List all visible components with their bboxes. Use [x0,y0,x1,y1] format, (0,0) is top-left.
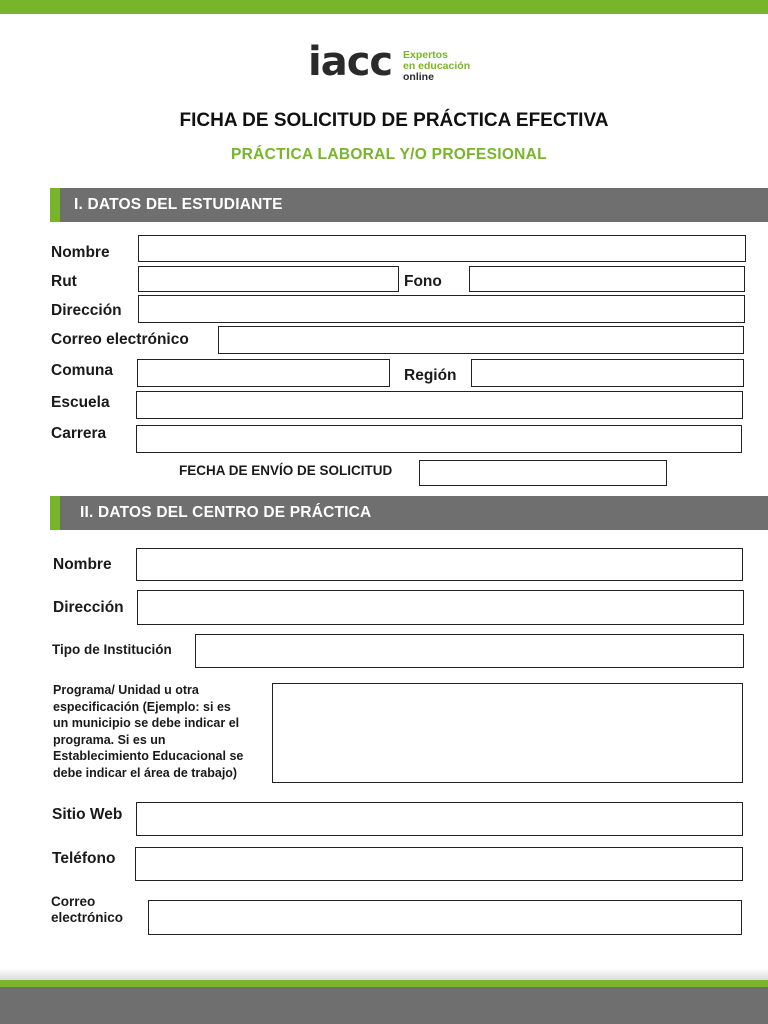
footer-accent-bar [0,980,768,987]
label-student-address: Dirección [51,302,122,319]
label-program-line-5: Establecimiento Educacional se [53,749,244,763]
label-center-email-line-1: Correo [51,894,96,909]
logo-tagline-line-1: Expertos [403,49,448,61]
label-program-line-2: especificación (Ejemplo: si es [53,699,231,714]
label-student-email: Correo electrónico [51,331,189,348]
label-program-line-4: programa. Si es un [53,732,166,747]
center-name-field[interactable] [136,548,743,581]
label-student-school: Escuela [51,394,110,411]
section-title-student: I. DATOS DEL ESTUDIANTE [74,196,283,213]
label-program-unit [53,682,268,781]
phone-field[interactable] [135,847,743,881]
section-title-center: II. DATOS DEL CENTRO DE PRÁCTICA [80,504,372,521]
student-rut-field[interactable] [138,266,399,292]
section-header-student [50,188,768,222]
logo-tagline-line-2: en educación [403,60,471,72]
page-subtitle: PRÁCTICA LABORAL Y/O PROFESIONAL [231,146,547,163]
label-student-rut: Rut [51,273,77,290]
logo-tagline [403,50,493,83]
center-email-field[interactable] [148,900,742,935]
footer-shadow [0,968,768,980]
logo-tagline-line-3: online [403,71,434,83]
label-program-line-3: un municipio se debe indicar el [53,716,240,730]
section-accent [50,496,60,530]
student-address-field[interactable] [138,295,745,323]
website-field[interactable] [136,802,743,836]
student-name-field[interactable] [138,235,746,262]
student-fono-field[interactable] [469,266,745,292]
footer-bar [0,987,768,1024]
section-accent [50,188,60,222]
label-student-career: Carrera [51,425,107,442]
section-header-center [50,496,768,530]
student-comuna-field[interactable] [137,359,390,387]
top-accent-bar [0,0,768,14]
label-institution-type: Tipo de Institución [52,642,172,657]
label-student-comuna: Comuna [51,362,113,379]
program-unit-field[interactable] [272,683,743,783]
label-program-line-6: debe indicar el área de trabajo) [53,765,238,780]
page-title: FICHA DE SOLICITUD DE PRÁCTICA EFECTIVA [179,110,609,131]
student-school-field[interactable] [136,391,743,419]
label-phone: Teléfono [52,850,116,867]
label-website: Sitio Web [52,806,123,823]
label-student-name: Nombre [51,244,110,261]
label-center-address: Dirección [53,599,124,616]
logo: iacc [308,39,393,85]
label-center-email [51,894,123,926]
center-address-field[interactable] [137,590,744,625]
label-student-fono: Fono [404,273,442,290]
student-email-field[interactable] [218,326,744,354]
label-submission-date: FECHA DE ENVÍO DE SOLICITUD [179,463,393,478]
label-center-email-line-2: electrónico [51,910,124,925]
submission-date-field[interactable] [419,460,667,486]
institution-type-field[interactable] [195,634,744,668]
student-region-field[interactable] [471,359,744,387]
label-center-name: Nombre [53,556,112,573]
student-career-field[interactable] [136,425,742,453]
label-student-region: Región [404,367,457,384]
label-program-line-1: Programa/ Unidad u otra [53,683,199,697]
